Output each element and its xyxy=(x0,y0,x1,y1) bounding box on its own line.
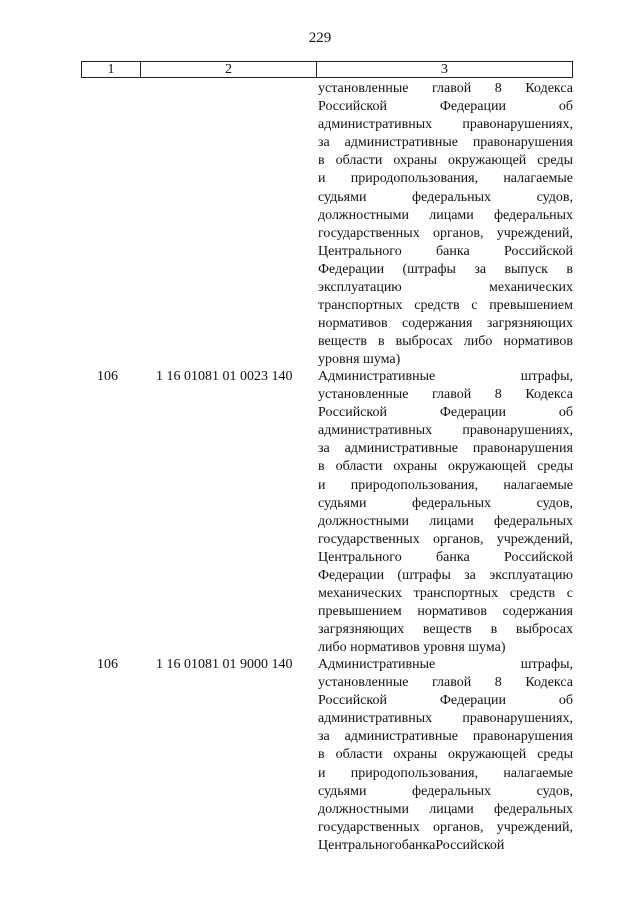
description-word: учреждений, xyxy=(496,531,573,547)
description-word: веществ xyxy=(318,334,368,350)
description-word: Российской xyxy=(435,837,505,853)
description-word: средств xyxy=(509,586,556,602)
description-line xyxy=(318,116,573,134)
description-word: правонарушения xyxy=(472,441,573,457)
description-line xyxy=(318,98,573,116)
description-word: налагаемые xyxy=(503,171,573,187)
description-word: правонарушения xyxy=(472,729,573,745)
description-line xyxy=(318,404,573,422)
description-word: административных xyxy=(318,423,433,439)
description-word: органов, xyxy=(432,819,484,835)
description-word: судьями xyxy=(318,783,367,799)
description-line xyxy=(318,728,573,746)
description-word: должностными xyxy=(318,513,410,529)
description-word: органов, xyxy=(432,225,484,241)
description-word: административные xyxy=(344,441,458,457)
description-line xyxy=(318,189,573,207)
description-word: области xyxy=(335,153,383,169)
description-word: и xyxy=(318,171,326,187)
description-line xyxy=(318,674,573,692)
description-line xyxy=(318,495,573,513)
description-word: лицами xyxy=(429,207,474,223)
description-line xyxy=(318,134,573,152)
description-word: транспортных xyxy=(318,298,403,314)
description-word: загрязняющих xyxy=(486,316,573,332)
description-word: за xyxy=(318,729,330,745)
description-line xyxy=(318,368,573,386)
description-line xyxy=(318,297,573,315)
description-word: правонарушения xyxy=(472,135,573,151)
description-line xyxy=(318,152,573,170)
description-word: за xyxy=(464,568,476,584)
description-word: Кодекса xyxy=(525,675,573,691)
description-line xyxy=(318,261,573,279)
description-word: федеральных xyxy=(412,783,492,799)
description-word: веществ xyxy=(422,622,472,638)
description-word: превышением xyxy=(489,298,573,314)
column-header-1: 1 xyxy=(107,62,115,77)
description-word: об xyxy=(558,405,573,421)
description-word: (штрафы xyxy=(397,568,451,584)
description-line xyxy=(318,333,573,351)
description-word: Российской xyxy=(504,549,573,565)
description-word: федеральных xyxy=(493,801,573,817)
description-word: в xyxy=(490,622,498,638)
description-word: административные xyxy=(344,729,458,745)
description-line xyxy=(318,801,573,819)
description-word: административных xyxy=(318,117,433,133)
description-word: Федерации xyxy=(439,693,506,709)
description-word: Кодекса xyxy=(525,81,573,96)
description-word: Центрального xyxy=(318,549,402,565)
description-word: лицами xyxy=(429,513,474,529)
description-word: в xyxy=(378,334,385,350)
column-header-2: 2 xyxy=(140,62,316,77)
description-word: нормативов xyxy=(417,604,487,620)
description-line xyxy=(318,386,573,404)
description-word: административных xyxy=(318,711,433,727)
table-header-row xyxy=(81,61,573,78)
description-word: Федерации xyxy=(318,261,385,277)
description-word: банка xyxy=(436,549,470,565)
description-word: Федерации xyxy=(439,99,506,115)
description-word: установленные xyxy=(318,675,409,691)
description-word: окружающей xyxy=(448,153,527,169)
description-word: судов, xyxy=(536,495,573,511)
description-word: Центрального xyxy=(318,243,402,259)
description-word: судьями xyxy=(318,495,367,511)
description-word: уровня шума) xyxy=(318,352,401,368)
description-word: среды xyxy=(537,153,573,169)
description-word: государственных xyxy=(318,819,420,835)
description-word: правонарушениях, xyxy=(462,117,573,133)
row-number: 106 xyxy=(97,657,118,672)
description-word: Федерации xyxy=(318,568,385,584)
description-word: природопользования, xyxy=(350,477,479,493)
description-word: Административные xyxy=(318,369,436,384)
description-word: среды xyxy=(537,747,573,763)
description-word: должностными xyxy=(318,801,410,817)
description-word: Российской xyxy=(318,99,387,115)
description-word: природопользования, xyxy=(350,765,479,781)
description-word: федеральных xyxy=(493,513,573,529)
description-line xyxy=(318,279,573,297)
description-word: налагаемые xyxy=(503,765,573,781)
description-line xyxy=(318,656,573,674)
description-word: эксплуатацию xyxy=(318,280,402,296)
description-word: 8 xyxy=(494,675,502,691)
description-word: банка xyxy=(401,837,436,853)
description-line xyxy=(318,422,573,440)
description-word: выбросах xyxy=(515,622,573,638)
description-word: за xyxy=(318,135,330,151)
description-word: области xyxy=(335,747,383,763)
description-line xyxy=(318,765,573,783)
description-word: охраны xyxy=(393,459,438,475)
description-word: Российской xyxy=(318,405,387,421)
description-word: органов, xyxy=(432,531,484,547)
description-word: с xyxy=(471,298,478,314)
column-header-3: 3 xyxy=(316,62,572,77)
description-word: штрафы, xyxy=(520,657,573,672)
description-word: транспортных xyxy=(413,586,499,602)
description-word: эксплуатацию xyxy=(489,568,573,584)
description-line xyxy=(318,477,573,495)
description-word: банка xyxy=(436,243,470,259)
description-word: судов, xyxy=(536,783,573,799)
description-word: в xyxy=(318,747,325,763)
description-word: выбросах xyxy=(395,334,453,350)
description-word: за xyxy=(318,441,330,457)
description-line xyxy=(318,621,573,639)
description-word: либо xyxy=(463,334,493,350)
description-word: среды xyxy=(537,459,573,475)
description-word: природопользования, xyxy=(350,171,479,187)
description-word: учреждений, xyxy=(496,225,573,241)
description-word: главой xyxy=(432,81,472,96)
description-word: государственных xyxy=(318,531,420,547)
page-number: 229 xyxy=(308,30,332,46)
description-word: за xyxy=(474,261,487,277)
description-line xyxy=(318,837,573,855)
description-word: в xyxy=(318,459,325,475)
description-line xyxy=(318,639,573,657)
description-line xyxy=(318,549,573,567)
description-word: установленные xyxy=(318,387,409,403)
description-word: содержания xyxy=(502,604,573,620)
description-word: с xyxy=(566,586,573,602)
description-word: охраны xyxy=(393,747,438,763)
description-word: об xyxy=(558,99,573,115)
description-word: налагаемые xyxy=(503,477,573,493)
description-line xyxy=(318,531,573,549)
description-line xyxy=(318,783,573,801)
description-line xyxy=(318,458,573,476)
description-word: нормативов xyxy=(503,334,573,350)
description-word: административные xyxy=(344,135,458,151)
description-line xyxy=(318,603,573,621)
description-word: штрафы, xyxy=(520,369,573,384)
description-line xyxy=(318,351,573,369)
description-word: федеральных xyxy=(412,495,492,511)
description-word: судьями xyxy=(318,189,367,205)
description-word: правонарушениях, xyxy=(462,423,573,439)
description-word: окружающей xyxy=(448,459,527,475)
description-line xyxy=(318,80,573,98)
description-line xyxy=(318,819,573,837)
description-word: превышением xyxy=(318,604,402,620)
description-word: учреждений, xyxy=(496,819,573,835)
description-line xyxy=(318,567,573,585)
row-description xyxy=(318,656,573,855)
description-word: механических xyxy=(488,280,573,296)
description-word: об xyxy=(558,693,573,709)
description-word: 8 xyxy=(494,81,502,96)
description-word: и xyxy=(318,765,326,781)
description-line xyxy=(318,692,573,710)
description-word: Кодекса xyxy=(525,387,573,403)
description-word: 8 xyxy=(494,387,502,403)
description-word: средств xyxy=(414,298,460,314)
description-word: нормативов xyxy=(318,316,388,332)
budget-code: 1 16 01081 01 0023 140 xyxy=(156,369,293,384)
description-word: судов, xyxy=(536,189,573,205)
description-word: федеральных xyxy=(493,207,573,223)
row-description xyxy=(318,80,573,370)
description-word: Российской xyxy=(504,243,573,259)
description-word: загрязняющих xyxy=(318,622,405,638)
description-word: окружающей xyxy=(448,747,527,763)
description-word: главой xyxy=(432,387,472,403)
description-line xyxy=(318,243,573,261)
description-line xyxy=(318,746,573,764)
description-word: главой xyxy=(432,675,472,691)
description-word: и xyxy=(318,477,326,493)
description-word: механических xyxy=(318,586,403,602)
description-word: Федерации xyxy=(439,405,506,421)
description-line xyxy=(318,440,573,458)
description-word: государственных xyxy=(318,225,420,241)
description-word: в xyxy=(318,153,325,169)
description-line xyxy=(318,315,573,333)
description-word: Административные xyxy=(318,657,436,672)
description-word: правонарушениях, xyxy=(462,711,573,727)
description-word: в xyxy=(566,261,573,277)
description-word: лицами xyxy=(429,801,474,817)
description-word: установленные xyxy=(318,81,409,96)
description-word: охраны xyxy=(393,153,438,169)
description-line xyxy=(318,170,573,188)
description-line xyxy=(318,207,573,225)
description-line xyxy=(318,585,573,603)
description-line xyxy=(318,513,573,531)
description-line xyxy=(318,225,573,243)
description-word: Российской xyxy=(318,693,387,709)
description-word: области xyxy=(335,459,383,475)
description-word: (штрафы xyxy=(402,261,456,277)
row-number: 106 xyxy=(97,369,118,384)
description-word: Центрального xyxy=(318,837,402,853)
budget-code: 1 16 01081 01 9000 140 xyxy=(156,657,293,672)
row-description xyxy=(318,368,573,658)
description-line xyxy=(318,710,573,728)
description-word: должностными xyxy=(318,207,410,223)
description-word: содержания xyxy=(402,316,473,332)
description-word: выпуск xyxy=(504,261,548,277)
description-word: либо нормативов уровня шума) xyxy=(318,640,506,656)
description-word: федеральных xyxy=(412,189,492,205)
